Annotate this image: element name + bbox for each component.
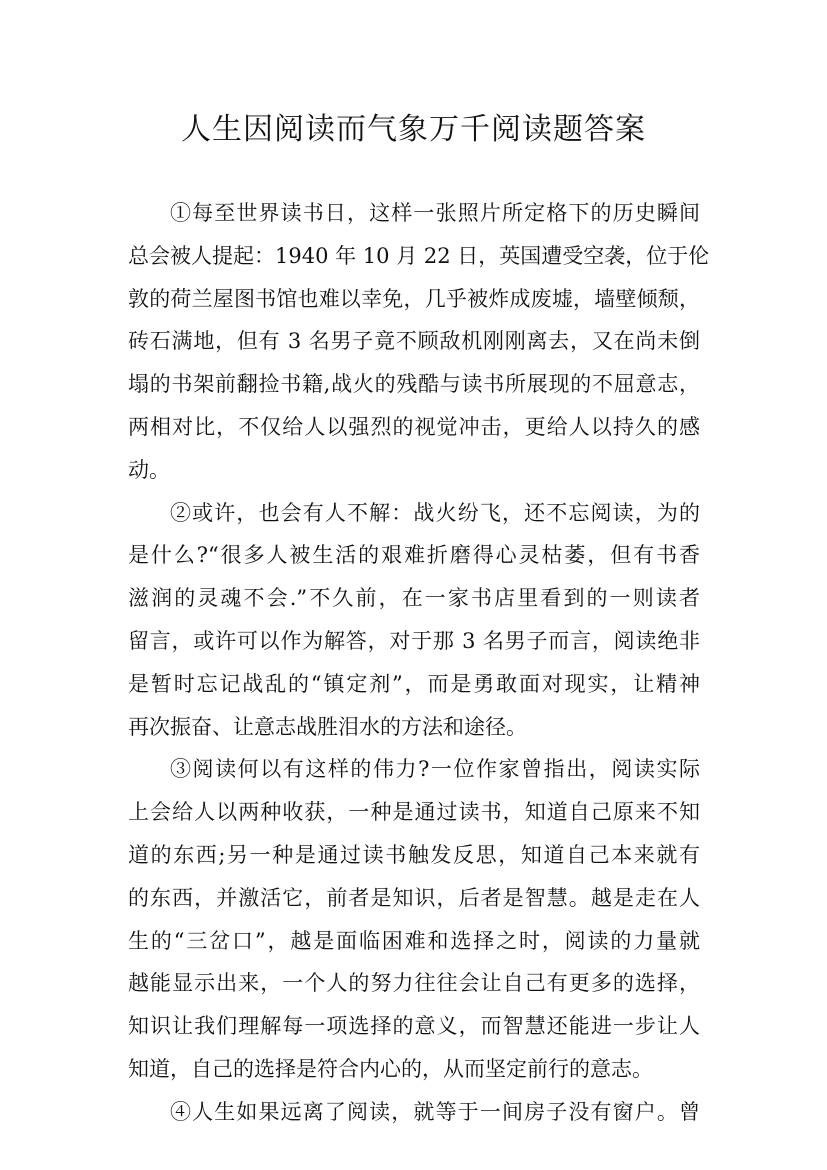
text-line: 知识让我们理解每一项选择的意义，而智慧还能进一步让人	[128, 1014, 700, 1039]
text-line: 总会被人提起：1940 年 10 月 22 日，英国遭受空袭，位于伦	[128, 243, 710, 268]
text-line: 留言，或许可以作为解答，对于那 3 名男子而言，阅读绝非	[128, 628, 700, 653]
text-line: 生的“三岔口”，越是面临困难和选择之时，阅读的力量就	[128, 928, 700, 953]
document-body	[128, 192, 710, 1134]
text-line: 是暂时忘记战乱的“镇定剂”，而是勇敢面对现实，让精神	[128, 671, 700, 696]
document-title: 人生因阅读而气象万千阅读题答案	[181, 112, 646, 147]
text-line: 动。	[128, 457, 170, 482]
text-line: 两相对比，不仅给人以强烈的视觉冲击，更给人以持久的感	[128, 414, 700, 439]
text-line: 道的东西;另一种是通过读书触发反思，知道自己本来就有	[128, 842, 700, 867]
text-line: 上会给人以两种收获，一种是通过读书，知道自己原来不知	[128, 800, 700, 825]
text-line: ③阅读何以有这样的伟力?一位作家曾指出，阅读实际	[170, 757, 700, 782]
text-line: ②或许，也会有人不解：战火纷飞，还不忘阅读，为的	[170, 500, 700, 525]
text-line: 敦的荷兰屋图书馆也难以幸免，几乎被炸成废墟，墙壁倾颓，	[128, 286, 700, 311]
text-line: 再次振奋、让意志战胜泪水的方法和途径。	[128, 714, 527, 739]
text-line: 滋润的灵魂不会.”不久前，在一家书店里看到的一则读者	[128, 586, 700, 611]
text-line: 砖石满地，但有 3 名男子竟不顾敌机刚刚离去，又在尚未倒	[128, 329, 700, 354]
text-line: 的东西，并激活它，前者是知识，后者是智慧。越是走在人	[128, 885, 700, 910]
text-line: 是什么?“很多人被生活的艰难折磨得心灵枯萎，但有书香	[128, 543, 700, 568]
text-line: 越能显示出来，一个人的努力往往会让自己有更多的选择，	[128, 971, 700, 996]
text-line: ④人生如果远离了阅读，就等于一间房子没有窗户。曾	[170, 1099, 700, 1124]
text-line: 塌的书架前翻捡书籍,战火的残酷与读书所展现的不屈意志，	[128, 372, 700, 397]
text-line: ①每至世界读书日，这样一张照片所定格下的历史瞬间	[170, 201, 700, 225]
text-line: 知道，自己的选择是符合内心的，从而坚定前行的意志。	[128, 1056, 653, 1081]
